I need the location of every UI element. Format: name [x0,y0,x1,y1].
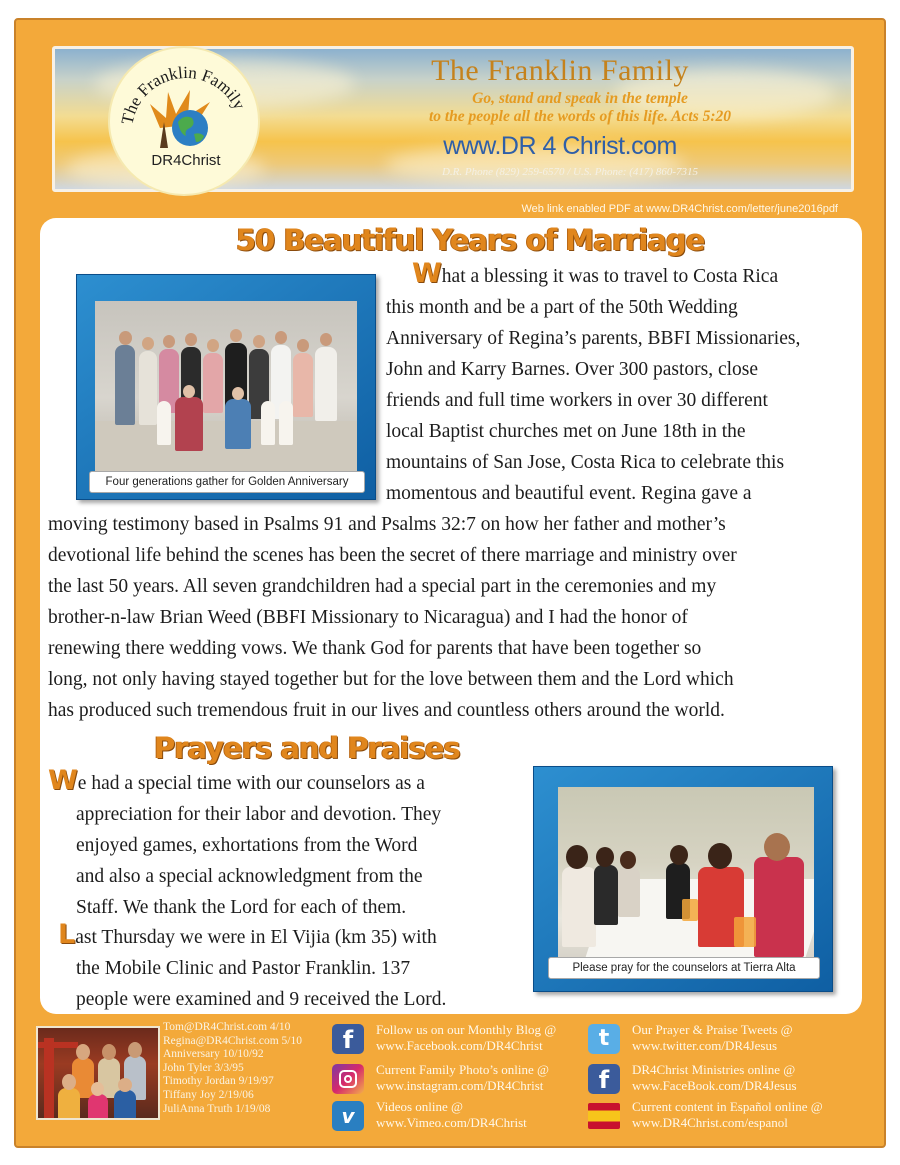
article1-full-text [48,509,737,726]
facebook-icon: f [332,1024,364,1054]
social-vimeo[interactable]: v Videos online @ www.Vimeo.com/DR4Christ [332,1099,582,1133]
article2-first-line: Last Thursday we were in El Vijia (km 35) with [58,919,437,950]
tom-email[interactable]: Tom@DR4Christ.com 4/10 [163,1021,291,1033]
website-link[interactable]: www.DR 4 Christ.com [443,132,677,160]
social-facebook-ministries[interactable]: f DR4Christ Ministries online @ www.FaceBook.com/DR4Jesus [588,1062,838,1096]
header-verse [320,90,840,126]
article1-line: this month and be a part of the 50th Wedding [386,297,738,318]
article2-line: appreciation for their labor and devotion. They [76,804,442,825]
drop-cap-w: W [48,765,78,796]
article2-line: enjoyed games, exhortations from the Word [76,835,418,856]
article2-line: the Mobile Clinic and Pastor Franklin. 137 [76,958,411,979]
anniversary-date: Anniversary 10/10/92 [163,1048,264,1061]
article1-line: John and Karry Barnes. Over 300 pastors, close [386,359,759,380]
article1-line: has produced such tremendous fruit in our lives and countless others around the world. [48,700,725,721]
counselors-photo[interactable] [533,766,833,992]
header-title: The Franklin Family [431,54,689,87]
regina-email[interactable]: Regina@DR4Christ.com 5/10 [163,1034,302,1047]
anniversary-photo-caption: Four generations gather for Golden Anniversary [89,471,365,493]
article2-para1 [48,765,442,923]
article1-line: mountains of San Jose, Costa Rica to celebrate this [386,452,785,473]
drop-cap-w: W [412,258,442,289]
article1-line: Anniversary of Regina’s parents, BBFI Missionaries, [386,328,801,349]
social-instagram[interactable]: Current Family Photo’s online @ www.instagram.com/DR4Christ [332,1062,582,1096]
article2-line: Staff. We thank the Lord for each of them. [76,897,407,918]
franklin-family-logo[interactable] [108,46,260,196]
twitter-icon: t [588,1024,620,1054]
article2-line: people were examined and 9 received the Lord. [76,989,447,1010]
social-twitter[interactable]: t Our Prayer & Praise Tweets @ www.twitter.com/DR4Jesus [588,1022,838,1056]
article1-line: local Baptist churches met on June 18th in the [386,421,746,442]
article1-line: devotional life behind the scenes has been the secret of there marriage and ministry over [48,545,737,566]
svg-text:The Franklin Family: The Franklin Family [117,62,250,127]
article2-heading: Prayers and Praises [154,731,460,765]
child-birthday: Timothy Jordan 9/19/97 [163,1075,274,1088]
phone-numbers: D.R. Phone (829) 259-6570 / U.S. Phone: (417) 860-7315 [441,166,698,178]
child-birthday: JuliAnna Truth 1/19/08 [163,1102,271,1115]
child-birthday: John Tyler 3/3/95 [163,1061,244,1074]
vimeo-icon: v [332,1101,364,1131]
article2-para2 [58,919,447,1015]
social-espanol[interactable]: Current content in Español online @ www.DR4Christ.com/espanol [588,1099,838,1133]
family-info [163,1021,333,1116]
counselors-photo-caption: Please pray for the counselors at Tierra Alta [548,957,820,979]
article1-wrapped-text [386,258,801,509]
article1-line: moving testimony based in Psalms 91 and Psalms 32:7 on how her father and mother’s [48,514,726,535]
logo-emblem [110,48,262,198]
article1-line: brother-n-law Brian Weed (BBFI Missionary to Nicaragua) and I had the honor of [48,607,688,628]
facebook-icon: f [588,1064,620,1094]
article2-first-line: We had a special time with our counselors as a [48,765,425,796]
counselors-photo-image [558,787,814,975]
verse-line-1: Go, stand and speak in the temple [472,90,688,107]
instagram-icon [332,1064,364,1094]
drop-cap-l: L [58,919,76,950]
anniversary-photo[interactable] [76,274,376,500]
verse-line-2: to the people all the words of this life. Acts 5:20 [428,108,732,125]
logo-subtitle: DR4Christ [151,152,221,169]
article2-line: and also a special acknowledgment from the [76,866,423,887]
child-birthday: Tiffany Joy 2/19/06 [163,1088,254,1101]
article1-line: momentous and beautiful event. Regina gave a [386,483,752,504]
article1-line: the last 50 years. All seven grandchildren had a special part in the ceremonies and my [48,576,717,597]
spain-flag-icon [588,1103,620,1129]
article1-line: friends and full time workers in over 30 different [386,390,768,411]
article1-heading: 50 Beautiful Years of Marriage [236,223,705,257]
article1-line: renewing there wedding vows. We thank God for parents that have been together so [48,638,702,659]
article1-line: long, not only having stayed together but for the love between them and the Lord which [48,669,734,690]
article1-first-line: What a blessing it was to travel to Costa Rica [412,258,779,289]
family-photo[interactable] [36,1026,160,1120]
anniversary-photo-image [95,301,357,477]
social-facebook-blog[interactable]: f Follow us on our Monthly Blog @ www.Facebook.com/DR4Christ [332,1022,582,1056]
pdf-weblink[interactable]: Web link enabled PDF at www.DR4Christ.com/letter/june2016pdf [521,203,838,215]
